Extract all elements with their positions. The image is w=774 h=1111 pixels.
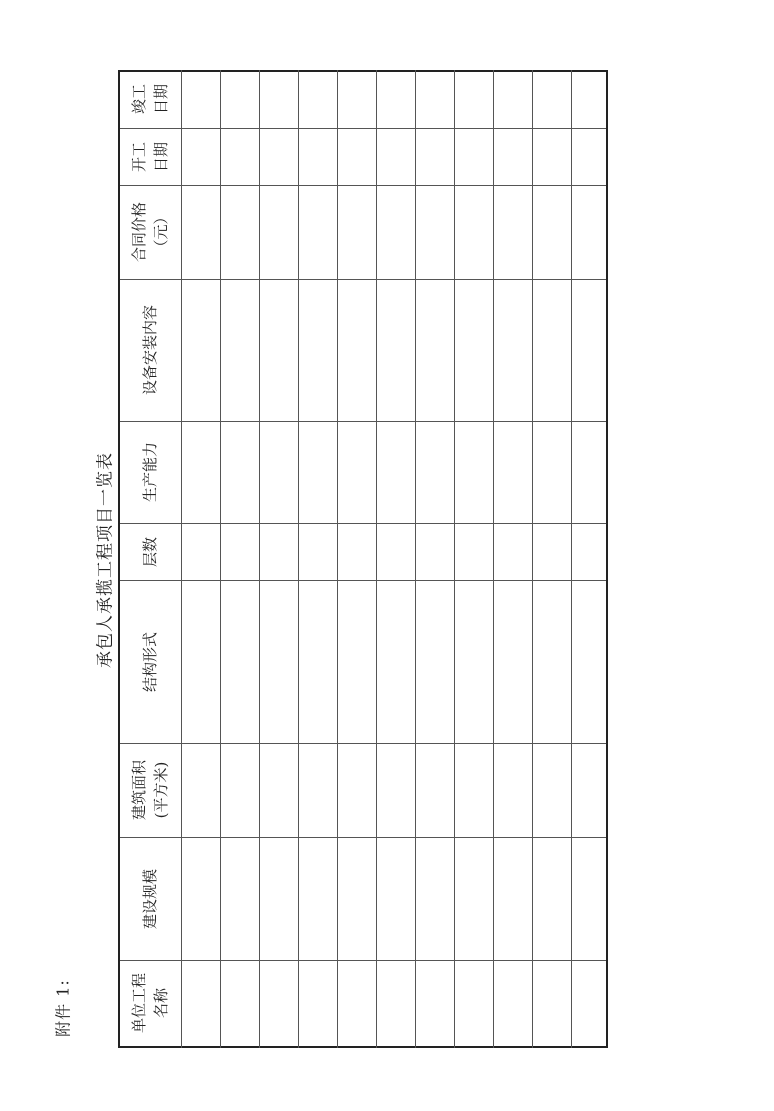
header-line: 日期	[151, 141, 170, 172]
header-start-date	[118, 128, 181, 185]
header-line: 竣工	[129, 83, 148, 115]
table-row-divider	[493, 70, 494, 1048]
header-line: 名称	[151, 987, 170, 1019]
table-row-divider	[454, 70, 455, 1048]
header-building-area	[118, 743, 181, 837]
header-line: 层数	[140, 536, 159, 567]
table-border-top	[118, 70, 608, 72]
header-line: 结构形式	[140, 631, 159, 692]
header-line: (平方米)	[151, 761, 170, 819]
table-title: 承包人承揽工程项目一览表	[95, 452, 116, 668]
header-unit-project-name	[118, 960, 181, 1046]
header-line: 单位工程	[129, 972, 148, 1034]
header-construction-scale	[118, 837, 181, 960]
table-row-divider	[571, 70, 572, 1048]
header-equipment-installation	[118, 279, 181, 421]
table-divider	[118, 580, 608, 581]
table-row-divider	[298, 70, 299, 1048]
table-divider	[118, 279, 608, 280]
table-row-divider	[220, 70, 221, 1048]
table-divider	[118, 960, 608, 961]
header-line: 开工	[129, 141, 148, 172]
table-divider	[118, 523, 608, 524]
table-border-right	[606, 70, 608, 1048]
table-row-divider	[376, 70, 377, 1048]
table-divider	[118, 128, 608, 129]
attachment-label: 附件 1:	[53, 979, 73, 1037]
header-line: 日期	[151, 83, 170, 115]
table-divider	[118, 421, 608, 422]
header-structure-type	[118, 580, 181, 743]
table-row-divider	[337, 70, 338, 1048]
table-border-bottom	[118, 1046, 608, 1048]
header-line: 设备安装内容	[140, 304, 159, 396]
header-line: 合同价格	[129, 201, 148, 263]
header-line: 建筑面积	[129, 759, 148, 821]
header-contract-price	[118, 185, 181, 279]
table-divider	[118, 837, 608, 838]
header-completion-date	[118, 70, 181, 128]
table-row-divider	[415, 70, 416, 1048]
table-row-divider	[259, 70, 260, 1048]
table-row-divider	[532, 70, 533, 1048]
header-line: 建设规模	[140, 868, 159, 929]
header-production-capacity	[118, 421, 181, 523]
header-floors	[118, 523, 181, 580]
header-line: （元）	[151, 209, 170, 255]
project-list-table	[118, 70, 608, 1048]
table-divider	[118, 743, 608, 744]
table-row-divider	[181, 70, 182, 1048]
table-divider	[118, 185, 608, 186]
header-line: 生产能力	[140, 441, 159, 503]
